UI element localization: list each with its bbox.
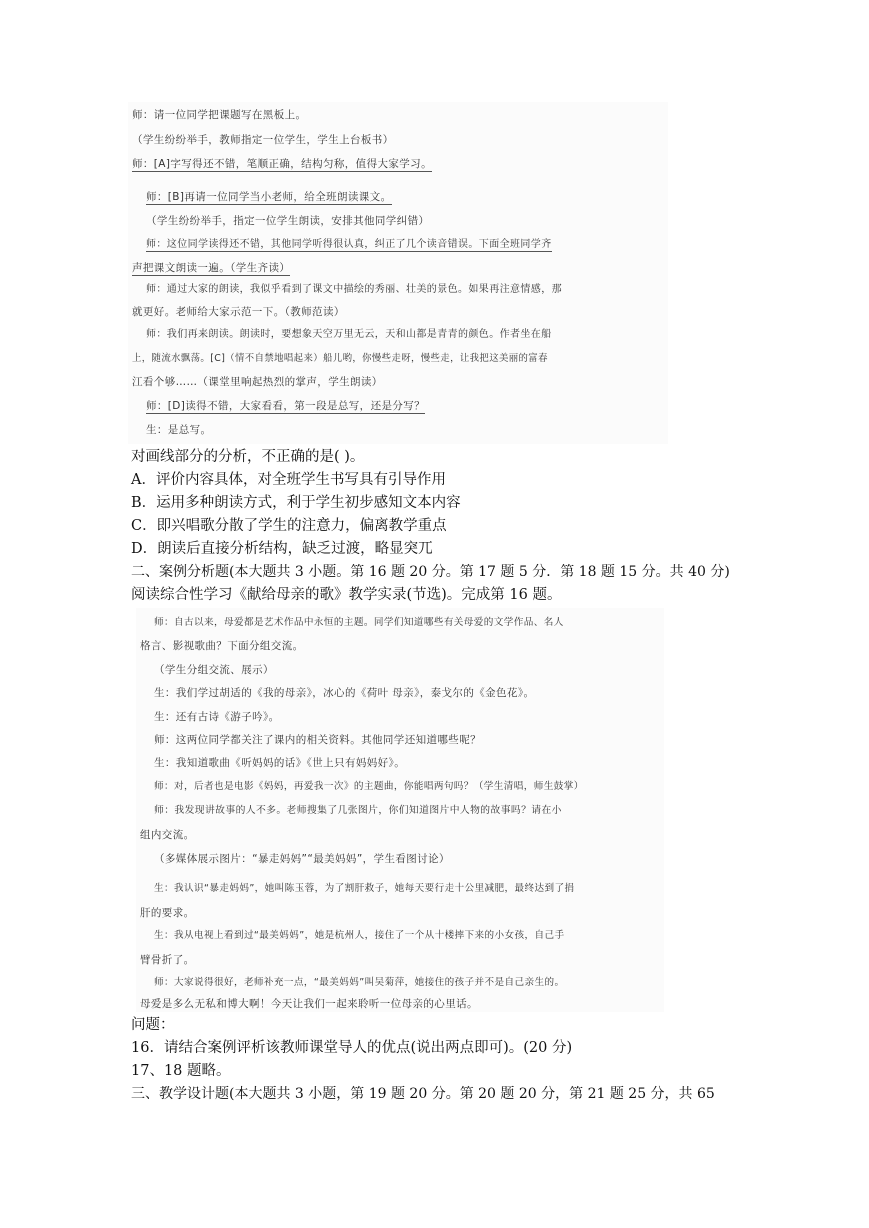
scan2-line: （多媒体展示图片：“暴走妈妈”“最美妈妈”，学生看图讨论） [154,853,450,865]
scan1-line: （学生纷纷举手，指定一位学生朗读，安排其他同学纠错） [146,215,430,227]
question-stem: 对画线部分的分析，不正确的是( )。 [131,449,365,465]
question-16: 16．请结合案例评析该教师课堂导人的优点(说出两点即可)。(20 分) [131,1040,573,1056]
scan1-line-underlined: 师：这位同学读得还不错，其他同学听得很认真，纠正了几个读音错误。下面全班同学齐 [146,239,552,250]
scan2-line: 生：我认识“暴走妈妈”，她叫陈玉蓉，为了割肝救子，她每天要行走十公里减肥，最终达到了捐 [154,883,575,894]
scan2-line: 格言、影视歌曲？下面分组交流。 [140,640,304,652]
scan1-line: 师：请一位同学把课题写在黑板上。 [132,109,307,121]
scan1-line: 师：通过大家的朗读，我似乎看到了课文中描绘的秀丽、壮美的景色。如果再注意情感，那 [146,284,562,295]
scan2-line: 师：我发现讲故事的人不多。老师搜集了几张图片，你们知道图片中人物的故事吗？请在小 [154,805,562,816]
scan2-line: 师：大家说得很好，老师补充一点，“最美妈妈”叫吴菊萍，她接住的孩子并不是自己亲生的。 [154,977,565,988]
scan2-line: 生：我们学过胡适的《我的母亲》，冰心的《荷叶 母亲》，泰戈尔的《金色花》。 [154,687,535,699]
scan2-line: 生：我知道歌曲《听妈妈的话》《世上只有妈妈好》。 [154,757,406,769]
scan1-line-underlined: 师：[A]字写得还不错，笔顺正确，结构匀称，值得大家学习。 [132,158,432,170]
scan1-line-underlined: 声把课文朗读一遍。（学生齐读） [132,262,291,274]
option-c: C．即兴唱歌分散了学生的注意力，偏离教学重点 [131,518,447,534]
scan1-line-underlined: 师：[B]再请一位同学当小老师，给全班朗读课文。 [146,191,392,203]
scan1-line: 师：我们再来朗读。朗读时，要想象天空万里无云，天和山都是青青的颜色。作者坐在船 [146,329,552,340]
scan2-line: 师：自古以来，母爱都是艺术作品中永恒的主题。同学们知道哪些有关母爱的文学作品、名人 [154,617,564,628]
scan2-line: 肝的要求。 [140,907,195,919]
option-d: D．朗读后直接分析结构，缺乏过渡，略显突兀 [131,541,433,557]
section2-intro: 阅读综合性学习《献给母亲的歌》教学实录(节选)。完成第 16 题。 [131,587,562,603]
scan1-line-underlined: 师：[D]读得不错，大家看看，第一段是总写，还是分写？ [146,400,426,412]
scan2-line: 师：这两位同学都关注了课内的相关资料。其他同学还知道哪些呢？ [154,734,481,746]
scan2-line: （学生分组交流、展示） [154,664,274,676]
scan1-line: （学生纷纷举手，教师指定一位学生，学生上台板书） [132,134,394,146]
questions-label: 问题： [131,1017,175,1033]
scan2-line: 生：还有古诗《游子吟》。 [154,711,280,723]
scan1-line: 上，随流水飘荡。[C]（情不自禁地唱起来）船儿哟，你慢些走呀，慢些走，让我把这美丽的富春 [132,353,548,364]
scan1-line: 生：是总写。 [146,424,212,436]
questions-17-18: 17、18 题略。 [131,1063,231,1079]
option-b: B．运用多种朗读方式，利于学生初步感知文本内容 [131,495,461,511]
section2-title: 二、案例分析题(本大题共 3 小题。第 16 题 20 分。第 17 题 5 分．第 18 题 15 分。共 40 分) [131,564,730,580]
scan1-line: 江看个够……（课堂里响起热烈的掌声，学生朗读） [132,376,383,388]
scanned-excerpt-2 [136,608,664,1012]
scan2-line: 臂骨折了。 [140,954,195,966]
scan2-line: 师：对，后者也是电影《妈妈，再爱我一次》的主题曲，你能唱两句吗？（学生清唱，师生鼓掌） [154,781,584,792]
section3-title: 三、教学设计题(本大题共 3 小题，第 19 题 20 分。第 20 题 20 分，第 21 题 25 分，共 65 [131,1086,715,1102]
scanned-excerpt-1 [128,102,668,444]
option-a: A．评价内容具体，对全班学生书写具有引导作用 [131,472,446,488]
scan2-line: 生：我从电视上看到过“最美妈妈”，她是杭州人，接住了一个从十楼摔下来的小女孩，自己手 [154,930,565,941]
scan2-line: 组内交流。 [140,829,195,841]
scan1-line: 就更好。老师给大家示范一下。（教师范读） [132,306,345,318]
scan2-line: 母爱是多么无私和博大啊！今天让我们一起来聆听一位母亲的心里话。 [140,998,478,1010]
